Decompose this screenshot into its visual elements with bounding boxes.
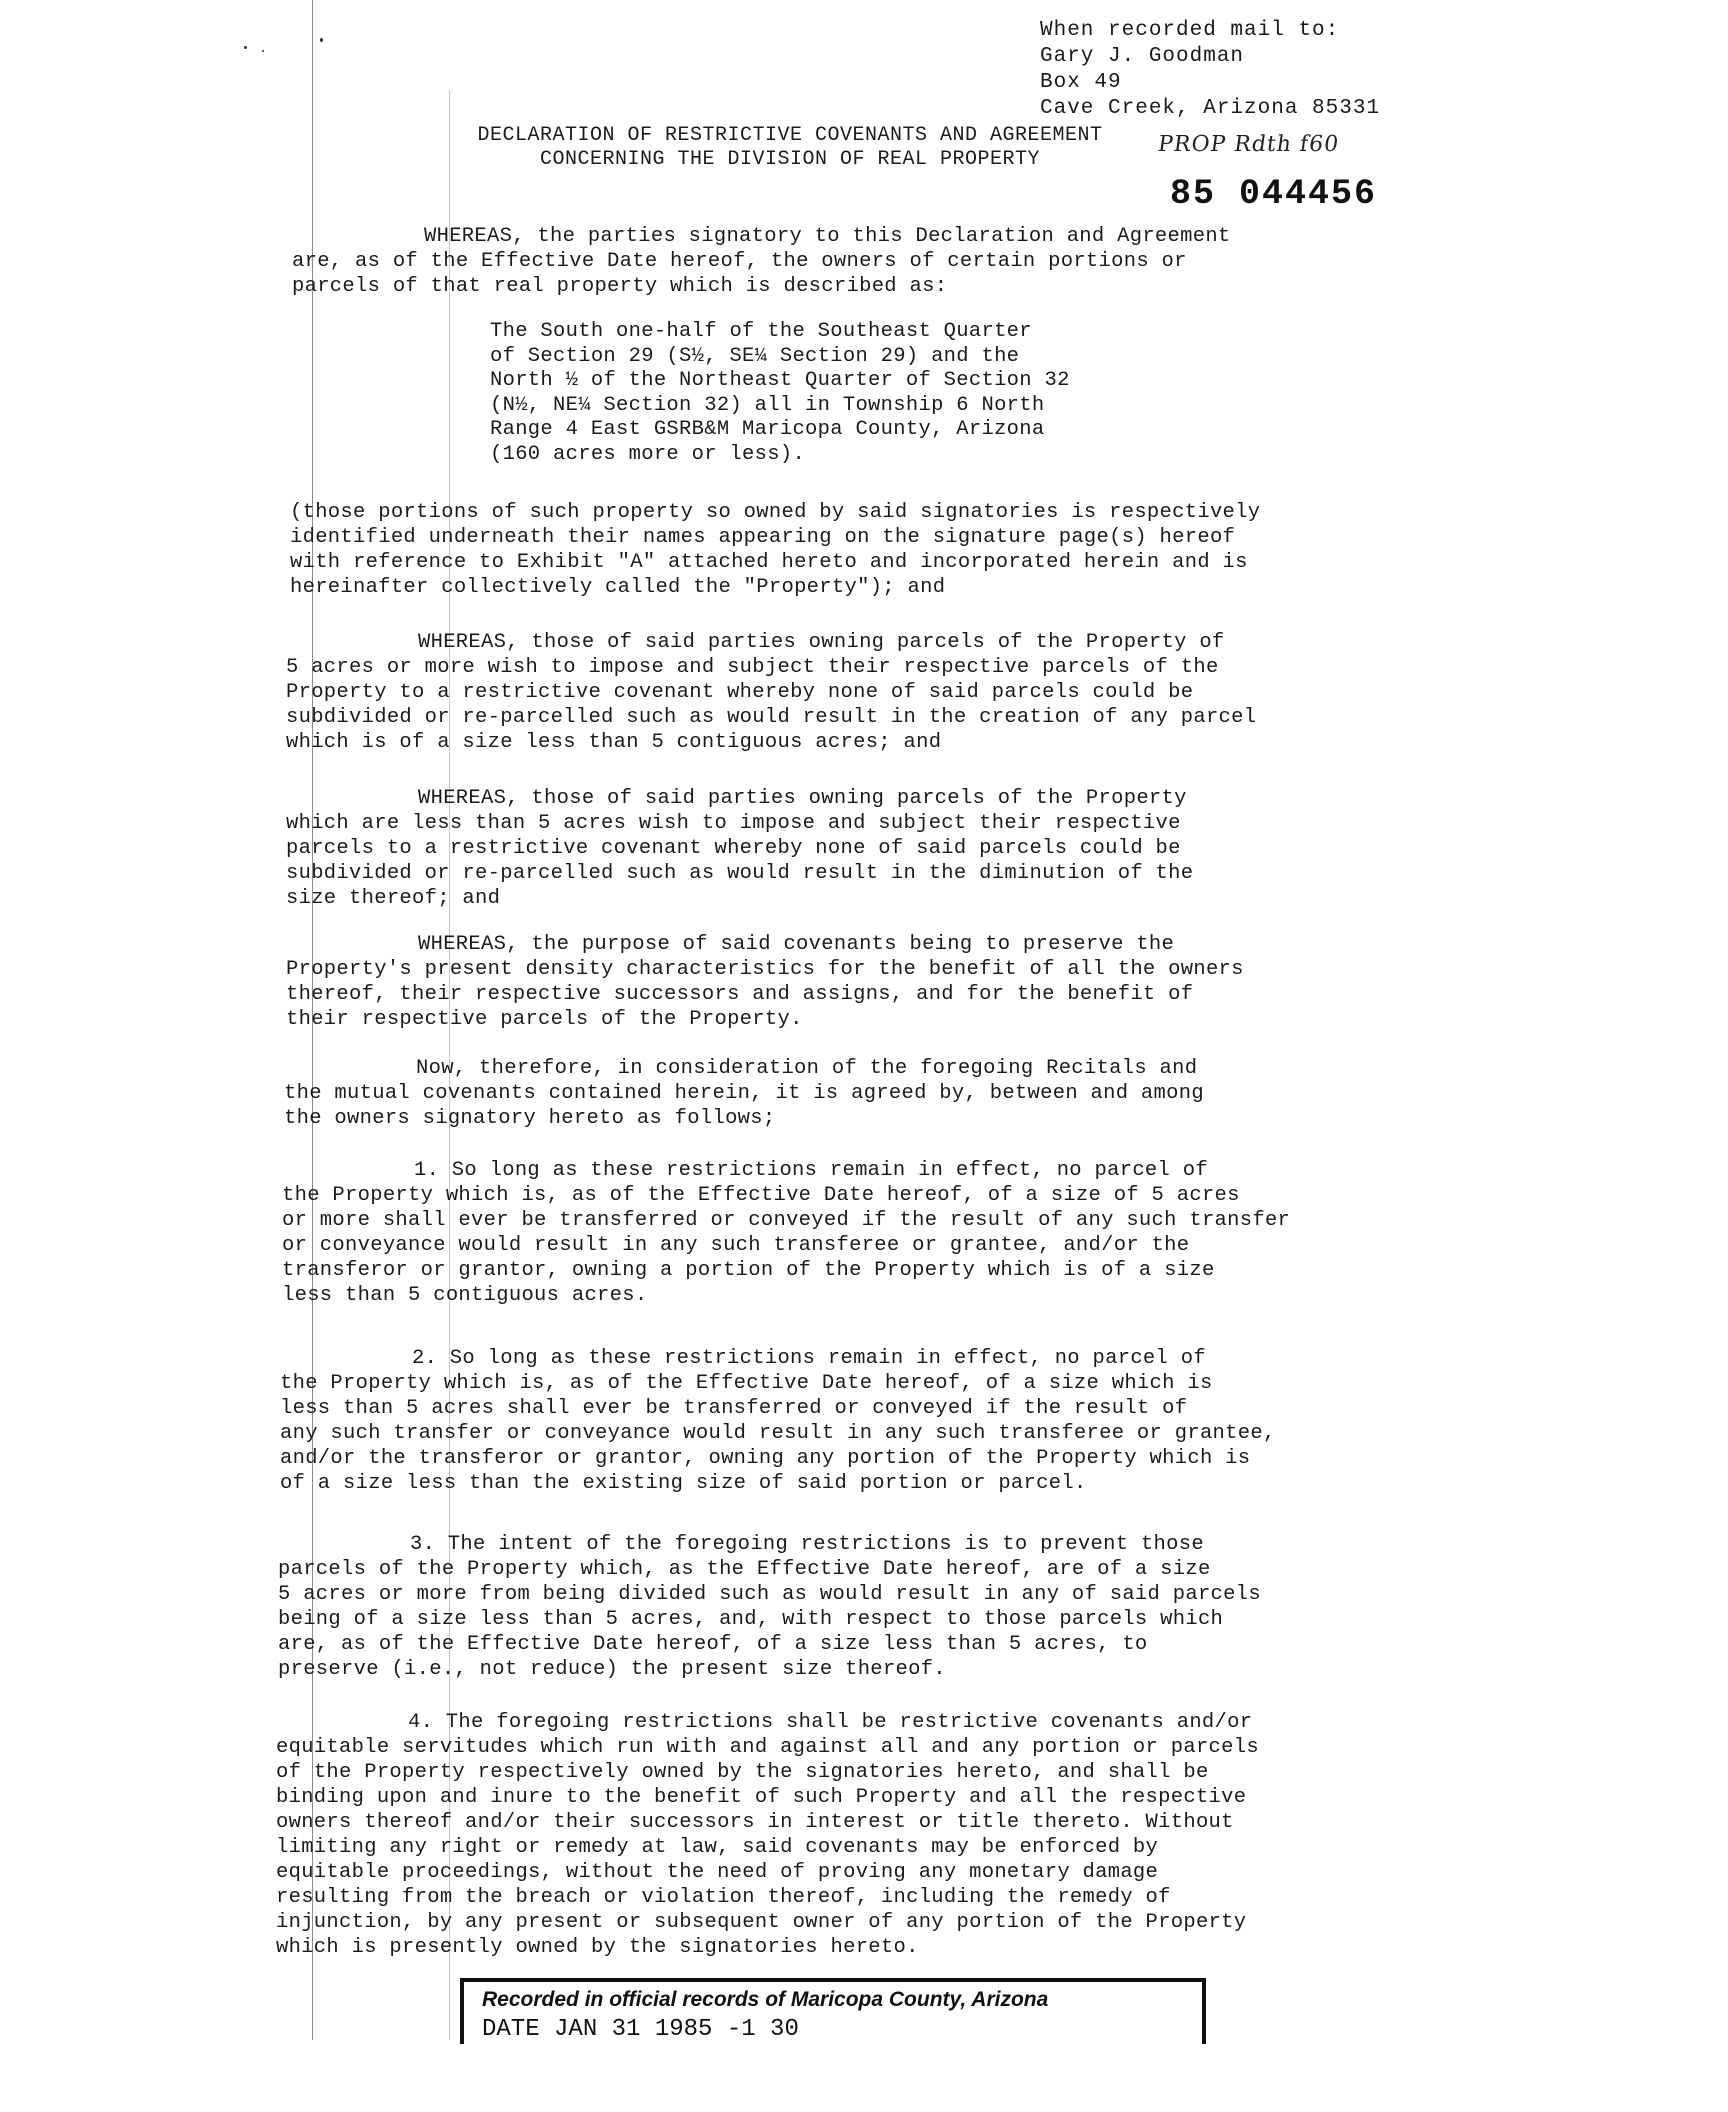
paragraph-line: are, as of the Effective Date hereof, the owners of certain portions or xyxy=(292,250,1187,273)
paragraph-line: thereof, their respective successors and assigns, and for the benefit of xyxy=(286,983,1194,1006)
paragraph-line: binding upon and inure to the benefit of such Property and all the respective xyxy=(276,1786,1247,1809)
paragraph-line: Property's present density characteristics for the benefit of all the owners xyxy=(286,958,1244,981)
recording-box: Box 49 xyxy=(1040,71,1122,94)
paragraph-line: WHEREAS, the purpose of said covenants being to preserve the xyxy=(418,933,1175,956)
paragraph-line: which are less than 5 acres wish to impose and subject their respective xyxy=(286,812,1181,835)
paragraph-line: the owners signatory hereto as follows; xyxy=(284,1107,776,1130)
paragraph-line: subdivided or re-parcelled such as would result in the creation of any parcel xyxy=(286,706,1257,729)
paragraph-line: owners thereof and/or their successors in interest or title thereto. Without xyxy=(276,1811,1234,1834)
covenant-item-3 xyxy=(278,1532,1261,1682)
recorder-stamp-date: DATE JAN 31 1985 -1 30 xyxy=(482,2016,799,2043)
scan-speck xyxy=(320,38,323,42)
paragraph-line: less than 5 acres shall ever be transferred or conveyed if the result of xyxy=(280,1397,1188,1420)
paragraph-line: Property to a restrictive covenant whereby none of said parcels could be xyxy=(286,681,1194,704)
recording-address-block xyxy=(1040,18,1380,122)
scan-speck xyxy=(244,46,247,49)
paragraph-line: WHEREAS, the parties signatory to this Declaration and Agreement xyxy=(424,225,1231,248)
county-recorder-stamp xyxy=(460,1978,1206,2044)
paragraph-line: which is presently owned by the signatories hereto. xyxy=(276,1936,919,1959)
paragraph-line: parcels to a restrictive covenant whereby none of said parcels could be xyxy=(286,837,1181,860)
covenant-item-2 xyxy=(280,1346,1276,1496)
paragraph-line: hereinafter collectively called the "Property"); and xyxy=(290,576,946,599)
paragraph-line: the mutual covenants contained herein, it is agreed by, between and among xyxy=(284,1082,1204,1105)
paragraph-line: WHEREAS, those of said parties owning parcels of the Property of xyxy=(418,631,1225,654)
paragraph-line: any such transfer or conveyance would result in any such transferee or grantee, xyxy=(280,1422,1276,1445)
instrument-number: 85 044456 xyxy=(1170,174,1378,214)
paragraph-line: identified underneath their names appearing on the signature page(s) hereof xyxy=(290,526,1236,549)
document-title xyxy=(450,124,1130,172)
legal-line: North ½ of the Northeast Quarter of Section 32 xyxy=(490,369,1070,392)
paragraph-line: equitable servitudes which run with and against all and any portion or parcels xyxy=(276,1736,1259,1759)
paragraph-line: or conveyance would result in any such transferee or grantee, and/or the xyxy=(282,1234,1190,1257)
paragraph-line: 5 acres or more wish to impose and subject their respective parcels of the xyxy=(286,656,1219,679)
paragraph-line: size thereof; and xyxy=(286,887,501,910)
recording-city: Cave Creek, Arizona 85331 xyxy=(1040,97,1381,120)
legal-line: The South one-half of the Southeast Quarter xyxy=(490,320,1032,343)
paragraph-line: 4. The foregoing restrictions shall be restrictive covenants and/or xyxy=(408,1711,1253,1734)
paragraph-line: limiting any right or remedy at law, said covenants may be enforced by xyxy=(276,1836,1159,1859)
paragraph-line: preserve (i.e., not reduce) the present size thereof. xyxy=(278,1658,946,1681)
now-therefore-paragraph xyxy=(284,1056,1204,1131)
paragraph-line: Now, therefore, in consideration of the foregoing Recitals and xyxy=(416,1057,1198,1080)
paragraph-line: resulting from the breach or violation thereof, including the remedy of xyxy=(276,1886,1171,1909)
whereas-paragraph-4 xyxy=(286,932,1244,1032)
paragraph-line: which is of a size less than 5 contiguous acres; and xyxy=(286,731,942,754)
legal-description xyxy=(490,320,1070,467)
paragraph-line: 1. So long as these restrictions remain in effect, no parcel of xyxy=(414,1159,1208,1182)
paragraph-line: less than 5 contiguous acres. xyxy=(282,1284,648,1307)
paragraph-line: 3. The intent of the foregoing restrictions is to prevent those xyxy=(410,1533,1204,1556)
covenant-item-4 xyxy=(276,1710,1259,1960)
paragraph-line: injunction, by any present or subsequent owner of any portion of the Property xyxy=(276,1911,1247,1934)
recording-instruction: When recorded mail to: xyxy=(1040,19,1340,42)
paragraph-line: parcels of the Property which, as the Effective Date hereof, are of a size xyxy=(278,1558,1211,1581)
paragraph-line: 5 acres or more from being divided such as would result in any of said parcels xyxy=(278,1583,1261,1606)
whereas-paragraph-1 xyxy=(292,224,1231,299)
paragraph-line: 2. So long as these restrictions remain in effect, no parcel of xyxy=(412,1347,1206,1370)
property-identification-paragraph xyxy=(290,500,1260,600)
title-line-1: DECLARATION OF RESTRICTIVE COVENANTS AND AGREEMENT xyxy=(477,124,1103,147)
paragraph-line: transferor or grantor, owning a portion of the Property which is of a size xyxy=(282,1259,1215,1282)
paragraph-line: equitable proceedings, without the need of proving any monetary damage xyxy=(276,1861,1159,1884)
handwritten-stamp-code: PROP Rdth f60 xyxy=(1156,132,1341,157)
whereas-paragraph-3 xyxy=(286,786,1193,911)
legal-line: (160 acres more or less). xyxy=(490,442,806,466)
covenant-item-1 xyxy=(282,1158,1290,1308)
recorder-stamp-title: Recorded in official records of Maricopa County, Arizona xyxy=(482,1988,1049,2011)
paragraph-line: the Property which is, as of the Effective Date hereof, of a size of 5 acres xyxy=(282,1184,1240,1207)
paragraph-line: their respective parcels of the Property. xyxy=(286,1008,803,1031)
legal-line: (N½, NE¼ Section 32) all in Township 6 North xyxy=(490,393,1045,417)
paragraph-line: being of a size less than 5 acres, and, with respect to those parcels which xyxy=(278,1608,1224,1631)
paragraph-line: WHEREAS, those of said parties owning parcels of the Property xyxy=(418,787,1187,810)
paragraph-line: of the Property respectively owned by the signatories hereto, and shall be xyxy=(276,1761,1209,1784)
paragraph-line: with reference to Exhibit "A" attached hereto and incorporated herein and is xyxy=(290,551,1248,574)
paragraph-line: and/or the transferor or grantor, owning any portion of the Property which is xyxy=(280,1447,1251,1470)
scan-speck xyxy=(262,50,264,52)
recording-name: Gary J. Goodman xyxy=(1040,45,1245,68)
whereas-paragraph-2 xyxy=(286,630,1256,755)
paragraph-line: of a size less than the existing size of said portion or parcel. xyxy=(280,1472,1087,1495)
paragraph-line: parcels of that real property which is described as: xyxy=(292,275,948,298)
paragraph-line: (those portions of such property so owned by said signatories is respectively xyxy=(290,501,1261,524)
legal-line: of Section 29 (S½, SE¼ Section 29) and the xyxy=(490,344,1020,368)
paragraph-line: the Property which is, as of the Effective Date hereof, of a size which is xyxy=(280,1372,1213,1395)
legal-line: Range 4 East GSRB&M Maricopa County, Arizona xyxy=(490,418,1045,441)
paragraph-line: subdivided or re-parcelled such as would result in the diminution of the xyxy=(286,862,1194,885)
paragraph-line: are, as of the Effective Date hereof, of a size less than 5 acres, to xyxy=(278,1633,1148,1656)
paragraph-line: or more shall ever be transferred or conveyed if the result of any such transfer xyxy=(282,1209,1291,1232)
title-line-2: CONCERNING THE DIVISION OF REAL PROPERTY xyxy=(539,148,1041,171)
